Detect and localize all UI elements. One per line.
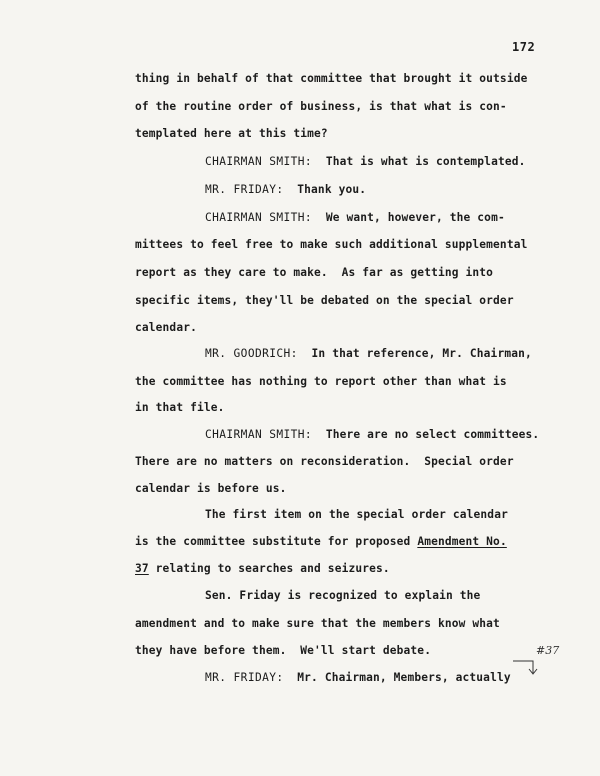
- speaker-name: CHAIRMAN SMITH:: [205, 428, 313, 441]
- text-line: [135, 266, 493, 279]
- line-text: in that file.: [135, 401, 225, 414]
- line-text: calendar.: [135, 321, 197, 334]
- text-line: [205, 347, 532, 360]
- text-line: [135, 482, 286, 495]
- text-line: [135, 72, 527, 85]
- line-text: thing in behalf of that committee that brought it outside: [135, 72, 528, 85]
- speaker-name: MR. FRIDAY:: [205, 183, 284, 196]
- line-text: the committee has nothing to report other than what is: [135, 375, 507, 388]
- text-line: [205, 183, 366, 196]
- line-text: 37: [135, 562, 149, 575]
- line-text: is the committee substitute for proposed: [135, 535, 418, 548]
- line-text: Sen. Friday is recognized to explain the: [205, 589, 481, 602]
- text-line: [135, 562, 390, 575]
- speaker-name: CHAIRMAN SMITH:: [205, 211, 313, 224]
- text-line: [205, 211, 505, 224]
- text-line: [135, 127, 328, 140]
- text-line: [135, 644, 431, 657]
- text-line: [135, 321, 197, 334]
- line-text: Thank you.: [283, 183, 367, 196]
- speaker-name: MR. FRIDAY:: [205, 671, 284, 684]
- line-text: amendment and to make sure that the members know what: [135, 617, 500, 630]
- line-text: There are no select committees.: [312, 428, 540, 441]
- speaker-name: MR. GOODRICH:: [205, 347, 298, 360]
- line-text: There are no matters on reconsideration. Special order: [135, 455, 514, 468]
- text-line: [135, 535, 507, 548]
- line-text: Mr. Chairman, Members, actually: [283, 671, 511, 684]
- line-text: Amendment No.: [417, 535, 507, 548]
- line-text: calendar is before us.: [135, 482, 287, 495]
- text-line: [205, 589, 480, 602]
- line-text: templated here at this time?: [135, 127, 328, 140]
- text-line: [135, 401, 225, 414]
- line-text: specific items, they'll be debated on the special order: [135, 294, 514, 307]
- text-line: [205, 155, 526, 168]
- line-text: We want, however, the com-: [312, 211, 505, 224]
- text-line: [135, 238, 527, 251]
- text-line: [135, 617, 500, 630]
- text-line: [135, 455, 514, 468]
- text-line: [205, 428, 539, 441]
- text-line: [135, 294, 514, 307]
- line-text: report as they care to make. As far as getting into: [135, 266, 494, 279]
- line-text: they have before them. We'll start debate.: [135, 644, 432, 657]
- text-line: [135, 375, 507, 388]
- line-text: relating to searches and seizures.: [148, 562, 390, 575]
- line-text: In that reference, Mr. Chairman,: [297, 347, 532, 360]
- speaker-name: CHAIRMAN SMITH:: [205, 155, 313, 168]
- line-text: That is what is contemplated.: [312, 155, 526, 168]
- line-text: mittees to feel free to make such additional supplemental: [135, 238, 528, 251]
- text-line: [205, 671, 511, 684]
- margin-annotation: #37: [536, 644, 560, 657]
- text-line: [135, 100, 507, 113]
- line-text: The first item on the special order calendar: [205, 508, 508, 521]
- page-number: 172: [512, 40, 536, 54]
- text-line: [205, 508, 508, 521]
- line-text: of the routine order of business, is that what is con-: [135, 100, 507, 113]
